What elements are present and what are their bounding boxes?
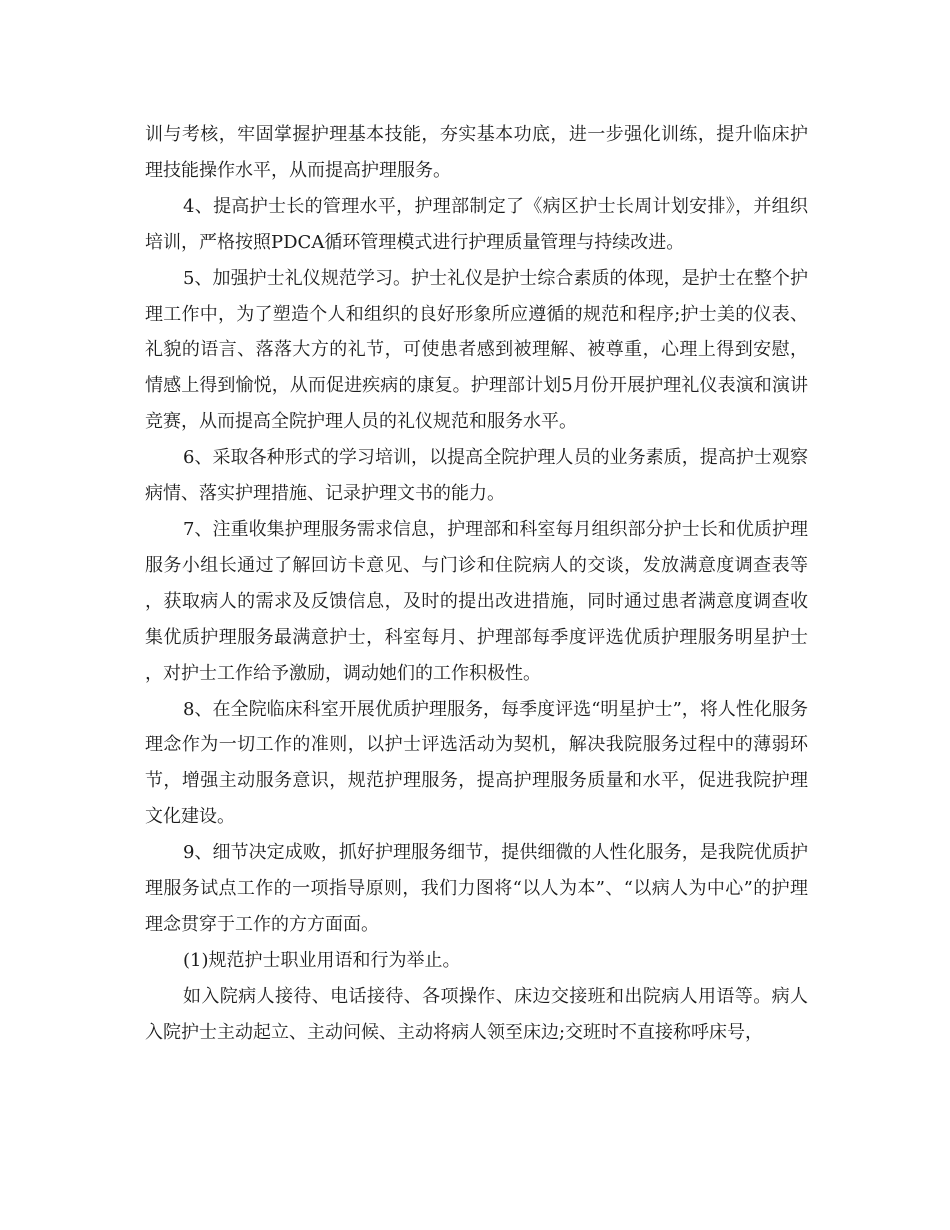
paragraph-subitem-1-detail: 如入院病人接待、电话接待、各项操作、床边交接班和出院病人用语等。病人入院护士主动起立、主动问候、主动将病人领至床边;交班时不直接称呼床号，: [145, 985, 808, 1043]
paragraph-item-5: 5、加强护士礼仪规范学习。护士礼仪是护士综合素质的体现，是护士在整个护理工作中，为了塑造个人和组织的良好形象所应遵循的规范和程序;护士美的仪表、礼貌的语言、落落大方的礼节，可使患者感到被理解、被尊重，心理上得到安慰，情感上得到愉悦，从而促进疾病的康复。护理部计划5月份开展护理礼仪表演和演讲竞赛，从而提高全院护理人员的礼仪规范和服务水平。: [145, 267, 808, 433]
paragraph-training-continued: 训与考核，牢固掌握护理基本技能，夯实基本功底，进一步强化训练，提升临床护理技能操作水平，从而提高护理服务。: [145, 124, 808, 181]
paragraph-item-4: 4、提高护士长的管理水平，护理部制定了《病区护士长周计划安排》，并组织培训，严格按照PDCA循环管理模式进行护理质量管理与持续改进。: [145, 195, 808, 253]
paragraph-item-7: 7、注重收集护理服务需求信息，护理部和科室每月组织部分护士长和优质护理服务小组长通过了解回访卡意见、与门诊和住院病人的交谈，发放满意度调查表等，获取病人的需求及反馈信息，及时的提出改进措施，同时通过患者满意度调查收集优质护理服务最满意护士，科室每月、护理部每季度评选优质护理服务明星护士，对护士工作给予激励，调动她们的工作积极性。: [145, 518, 808, 684]
paragraph-item-6: 6、采取各种形式的学习培训，以提高全院护理人员的业务素质，提高护士观察病情、落实护理措施、记录护理文书的能力。: [145, 447, 808, 505]
paragraph-item-8: 8、在全院临床科室开展优质护理服务，每季度评选“明星护士”，将人性化服务理念作为一切工作的准则，以护士评选活动为契机，解决我院服务过程中的薄弱环节，增强主动服务意识，规范护理服务，提高护理服务质量和水平，促进我院护理文化建设。: [145, 698, 808, 828]
paragraph-subitem-1: (1)规范护士职业用语和行为举止。: [183, 949, 461, 971]
paragraph-item-9: 9、细节决定成败，抓好护理服务细节，提供细微的人性化服务，是我院优质护理服务试点工作的一项指导原则，我们力图将“以人为本”、“以病人为中心”的护理理念贯穿于工作的方方面面。: [145, 842, 808, 935]
document-body: [145, 117, 808, 1051]
